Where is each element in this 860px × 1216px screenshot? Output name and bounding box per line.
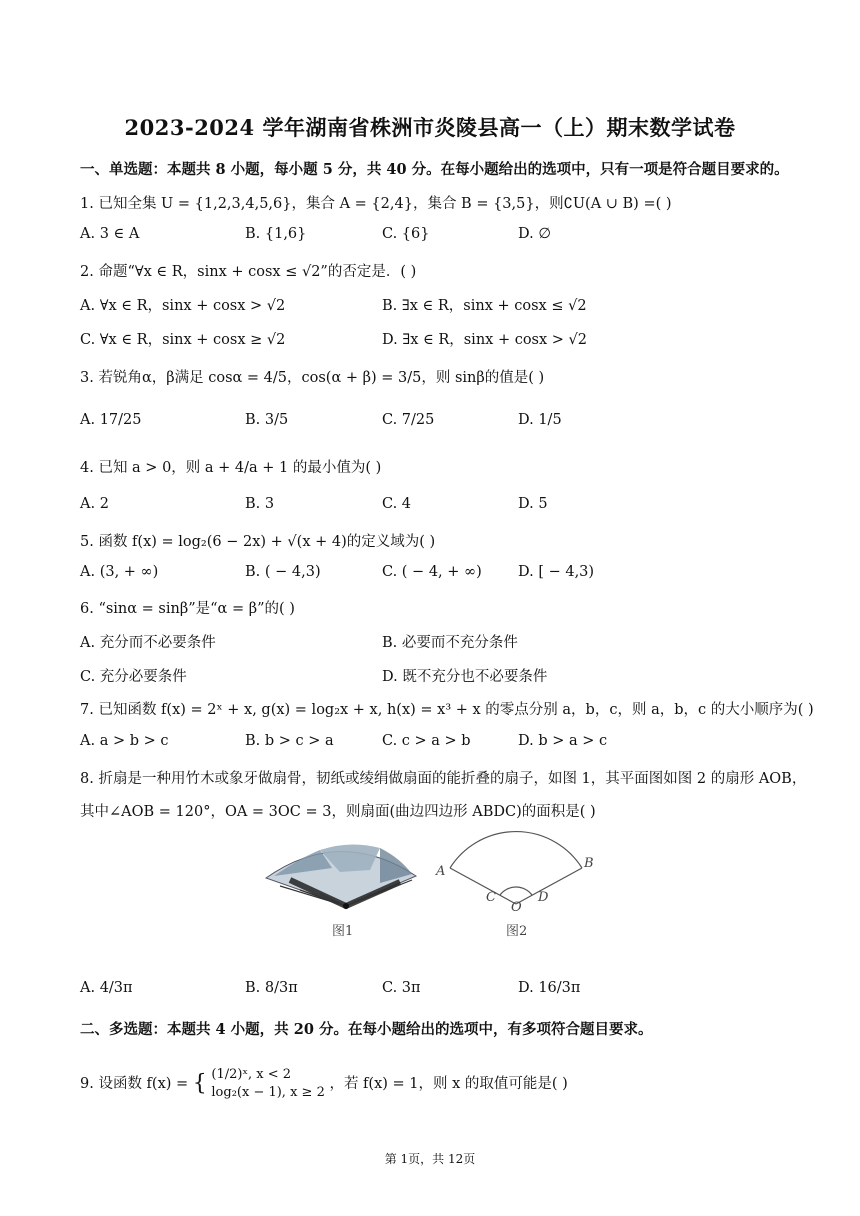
q6-option-b: B. 必要而不充分条件 — [382, 635, 518, 651]
sector-diagram — [450, 832, 582, 904]
question-9 — [80, 1066, 568, 1102]
page-title: 2023-2024 学年湖南省株洲市炎陵县高一（上）期末数学试卷 — [124, 115, 736, 140]
q3-option-d: D. 1/5 — [518, 412, 562, 428]
q3-option-a: A. 17/25 — [80, 412, 142, 428]
q5-option-c: C. ( − 4, + ∞) — [382, 564, 482, 580]
q6-option-c: C. 充分必要条件 — [80, 669, 187, 685]
q3-option-c: C. 7/25 — [382, 412, 435, 428]
figure-1-caption: 图1 — [332, 924, 354, 939]
question-2: 2. 命题“∀x ∈ R，sinx + cosx ≤ √2”的否定是．( ) — [80, 264, 417, 280]
q8-option-a: A. 4/3π — [80, 980, 133, 996]
q7-option-c: C. c > a > b — [382, 733, 471, 749]
point-b-label: B — [584, 856, 594, 871]
q8-option-d: D. 16/3π — [518, 980, 581, 996]
section-single-choice: 一、单选题：本题共 8 小题，每小题 5 分，共 40 分。在每小题给出的选项中，只有一项是符合题目要求的。 — [80, 161, 789, 178]
q7-option-b: B. b > c > a — [245, 733, 334, 749]
q4-option-c: C. 4 — [382, 496, 412, 512]
q2-option-b: B. ∃x ∈ R，sinx + cosx ≤ √2 — [382, 298, 587, 314]
q8-option-b: B. 8/3π — [245, 980, 298, 996]
q4-option-d: D. 5 — [518, 496, 548, 512]
point-c-label: C — [486, 890, 496, 905]
q6-option-d: D. 既不充分也不必要条件 — [382, 669, 548, 685]
point-a-label: A — [436, 864, 446, 879]
question-3: 3. 若锐角α，β满足 cosα = 4/5，cos(α + β) = 3/5，则 sinβ的值是( ) — [80, 370, 545, 386]
fan-picture — [266, 844, 416, 909]
question-5: 5. 函数 f(x) = log₂(6 − 2x) + √(x + 4)的定义域为( ) — [80, 534, 436, 550]
q2-option-d: D. ∃x ∈ R，sinx + cosx > √2 — [382, 332, 588, 348]
q9-cases — [211, 1066, 324, 1102]
q5-option-d: D. [ − 4,3) — [518, 564, 595, 580]
q6-option-a: A. 充分而不必要条件 — [80, 635, 216, 651]
q2-option-c: C. ∀x ∈ R，sinx + cosx ≥ √2 — [80, 332, 286, 348]
q3-option-b: B. 3/5 — [245, 412, 289, 428]
question-4: 4. 已知 a > 0，则 a + 4/a + 1 的最小值为( ) — [80, 460, 382, 476]
question-6: 6. “sinα = sinβ”是“α = β”的( ) — [80, 601, 295, 617]
q9-prefix: 9. 设函数 f(x) = — [80, 1076, 189, 1092]
q2-option-a: A. ∀x ∈ R，sinx + cosx > √2 — [80, 298, 286, 314]
question-8-line-1: 8. 折扇是一种用竹木或象牙做扇骨，韧纸或绫绢做扇面的能折叠的扇子，如图 1，其平面图如图 2 的扇形 AOB， — [80, 771, 807, 787]
question-7: 7. 已知函数 f(x) = 2ˣ + x, g(x) = log₂x + x, h(x) = x³ + x 的零点分别 a，b，c，则 a，b，c 的大小顺序为( ) — [80, 702, 814, 718]
q9-case-2: log₂(x − 1), x ≥ 2 — [211, 1085, 325, 1100]
q5-option-b: B. ( − 4,3) — [245, 564, 321, 580]
q7-option-d: D. b > a > c — [518, 733, 608, 749]
q1-option-d: D. ∅ — [518, 226, 551, 242]
q7-option-a: A. a > b > c — [80, 733, 169, 749]
q9-suffix: ，若 f(x) = 1，则 x 的取值可能是( ) — [329, 1076, 568, 1092]
q1-option-c: C. {6} — [382, 226, 430, 242]
q9-case-1: (1/2)ˣ, x < 2 — [211, 1067, 291, 1082]
q4-option-a: A. 2 — [80, 496, 109, 512]
q9-brace: { — [192, 1071, 207, 1096]
q4-option-b: B. 3 — [245, 496, 275, 512]
q1-option-a: A. 3 ∈ A — [80, 226, 140, 242]
point-o-label: O — [511, 900, 522, 915]
page-footer: 第 1页，共 12页 — [384, 1152, 476, 1166]
q5-option-a: A. (3, + ∞) — [80, 564, 159, 580]
question-8-line-2: 其中∠AOB = 120°，OA = 3OC = 3，则扇面(曲边四边形 ABDC)的面积是( ) — [80, 804, 596, 820]
point-d-label: D — [538, 890, 549, 905]
question-1: 1. 已知全集 U = {1,2,3,4,5,6}，集合 A = {2,4}，集合 B = {3,5}，则∁U(A ∪ B) =( ) — [80, 196, 672, 212]
q1-option-b: B. {1,6} — [245, 226, 307, 242]
q8-figures — [260, 828, 620, 946]
figure-2-caption: 图2 — [506, 924, 528, 939]
section-multiple-choice: 二、多选题：本题共 4 小题，共 20 分。在每小题给出的选项中，有多项符合题目要求。 — [80, 1021, 653, 1038]
q8-option-c: C. 3π — [382, 980, 421, 996]
